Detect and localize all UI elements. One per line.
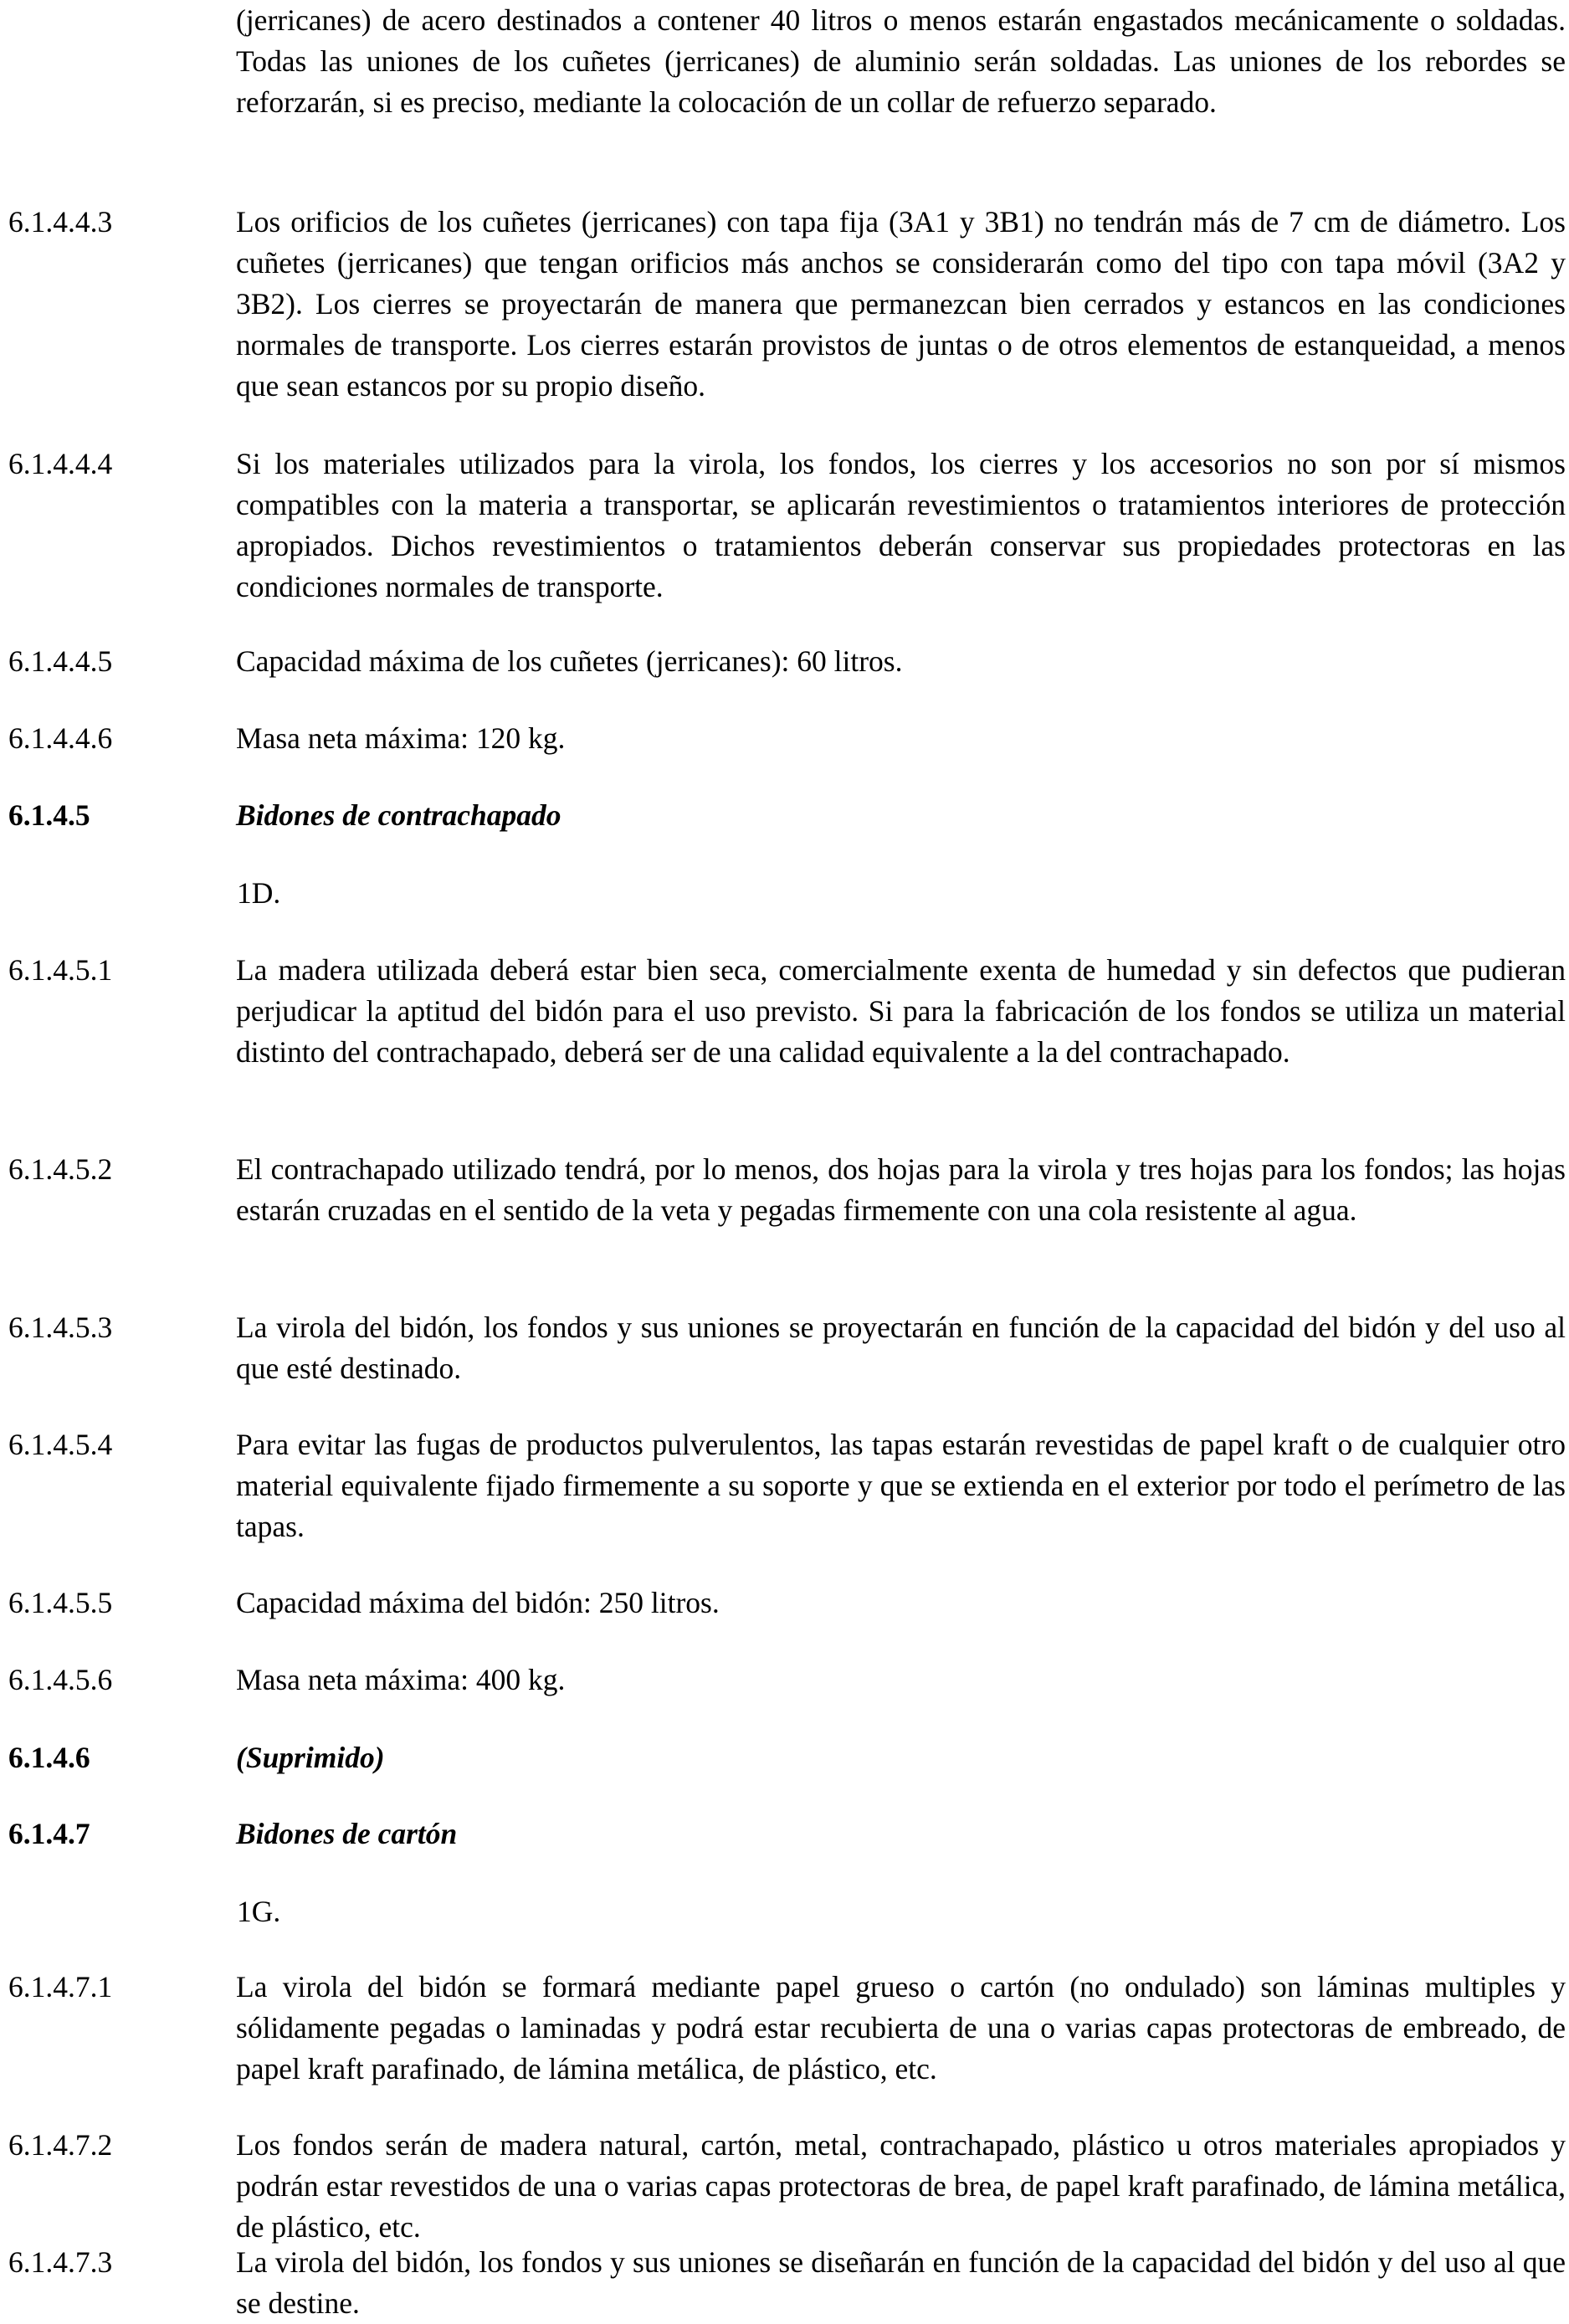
section-title: Bidones de cartón <box>236 1817 458 1850</box>
section-number: 6.1.4.7 <box>8 1817 90 1850</box>
paragraph-text: La virola del bidón, los fondos y sus uniones se proyectarán en función de la capacidad del bidón y del uso al que esté destinado. <box>236 1311 1566 1385</box>
section-number: 6.1.4.5.5 <box>8 1586 113 1619</box>
section-number: 6.1.4.5.3 <box>8 1311 113 1344</box>
paragraph-text: Capacidad máxima de los cuñetes (jerricanes): 60 litros. <box>236 644 903 678</box>
section-number: 6.1.4.5.2 <box>8 1152 113 1186</box>
section-number: 6.1.4.7.1 <box>8 1970 113 2003</box>
paragraph-text: Masa neta máxima: 400 kg. <box>236 1663 566 1696</box>
section-number: 6.1.4.5.6 <box>8 1663 113 1696</box>
packaging-code: 1G. <box>237 1895 281 1928</box>
paragraph-text: Capacidad máxima del bidón: 250 litros. <box>236 1586 720 1619</box>
section-number: 6.1.4.4.3 <box>8 205 113 239</box>
paragraph-text: Para evitar las fugas de productos pulverulentos, las tapas estarán revestidas de papel kraft o de cualquier otro material equivalente fijado firmemente a su soporte y que se extienda en el exterior por todo el perímetro de las tapas. <box>236 1428 1566 1543</box>
paragraph-text: Masa neta máxima: 120 kg. <box>236 721 566 755</box>
section-number: 6.1.4.7.2 <box>8 2128 113 2162</box>
section-number: 6.1.4.6 <box>8 1741 90 1774</box>
paragraph-text: La virola del bidón, los fondos y sus uniones se diseñarán en función de la capacidad del bidón y del uso al que se destine. <box>236 2245 1566 2320</box>
paragraph-text: Los orificios de los cuñetes (jerricanes) con tapa fija (3A1 y 3B1) no tendrán más de 7 cm de diámetro. Los cuñetes (jerricanes) que tengan orificios más anchos se considerarán como del tipo con tapa móvil (3A2 y 3B2). Los cierres se proyectarán de manera que permanezcan bien cerrados y estancos en las condiciones normales de transporte. Los cierres estarán provistos de juntas o de otros elementos de estanqueidad, a menos que sean estancos por su propio diseño. <box>236 205 1566 403</box>
section-title: Bidones de contrachapado <box>236 798 561 832</box>
section-title: (Suprimido) <box>236 1741 385 1774</box>
paragraph-text: La madera utilizada deberá estar bien seca, comercialmente exenta de humedad y sin defectos que pudieran perjudicar la aptitud del bidón para el uso previsto. Si para la fabricación de los fondos se utiliza un material distinto del contrachapado, deberá ser de una calidad equivalente a la del contrachapado. <box>236 953 1566 1069</box>
paragraph-text: El contrachapado utilizado tendrá, por lo menos, dos hojas para la virola y tres hojas para los fondos; las hojas estarán cruzadas en el sentido de la veta y pegadas firmemente con una cola resistente al agua. <box>236 1152 1566 1227</box>
section-number: 6.1.4.4.6 <box>8 721 113 755</box>
section-number: 6.1.4.7.3 <box>8 2245 113 2279</box>
paragraph-text: (jerricanes) de acero destinados a contener 40 litros o menos estarán engastados mecánicamente o soldadas. Todas las uniones de los cuñetes (jerricanes) de aluminio serán soldadas. Las uniones de los rebordes se reforzarán, si es preciso, mediante la colocación de un collar de refuerzo separado. <box>236 3 1566 119</box>
paragraph-text: La virola del bidón se formará mediante papel grueso o cartón (no ondulado) son láminas multiples y sólidamente pegadas o laminadas y podrá estar recubierta de una o varias capas protectoras de embreado, de papel kraft parafinado, de lámina metálica, de plástico, etc. <box>236 1970 1566 2085</box>
paragraph-text: Los fondos serán de madera natural, cartón, metal, contrachapado, plástico u otros materiales apropiados y podrán estar revestidos de una o varias capas protectoras de brea, de papel kraft parafinado, de lámina metálica, de plástico, etc. <box>236 2128 1566 2244</box>
section-number: 6.1.4.4.5 <box>8 644 113 678</box>
paragraph-text: Si los materiales utilizados para la virola, los fondos, los cierres y los accesorios no son por sí mismos compatibles con la materia a transportar, se aplicarán revestimientos o tratamientos interiores de protección apropiados. Dichos revestimientos o tratamientos deberán conservar sus propiedades protectoras en las condiciones normales de transporte. <box>236 447 1566 603</box>
packaging-code: 1D. <box>237 876 281 910</box>
section-number: 6.1.4.4.4 <box>8 447 113 480</box>
section-number: 6.1.4.5.1 <box>8 953 113 987</box>
section-number: 6.1.4.5.4 <box>8 1428 113 1461</box>
section-number: 6.1.4.5 <box>8 798 90 832</box>
